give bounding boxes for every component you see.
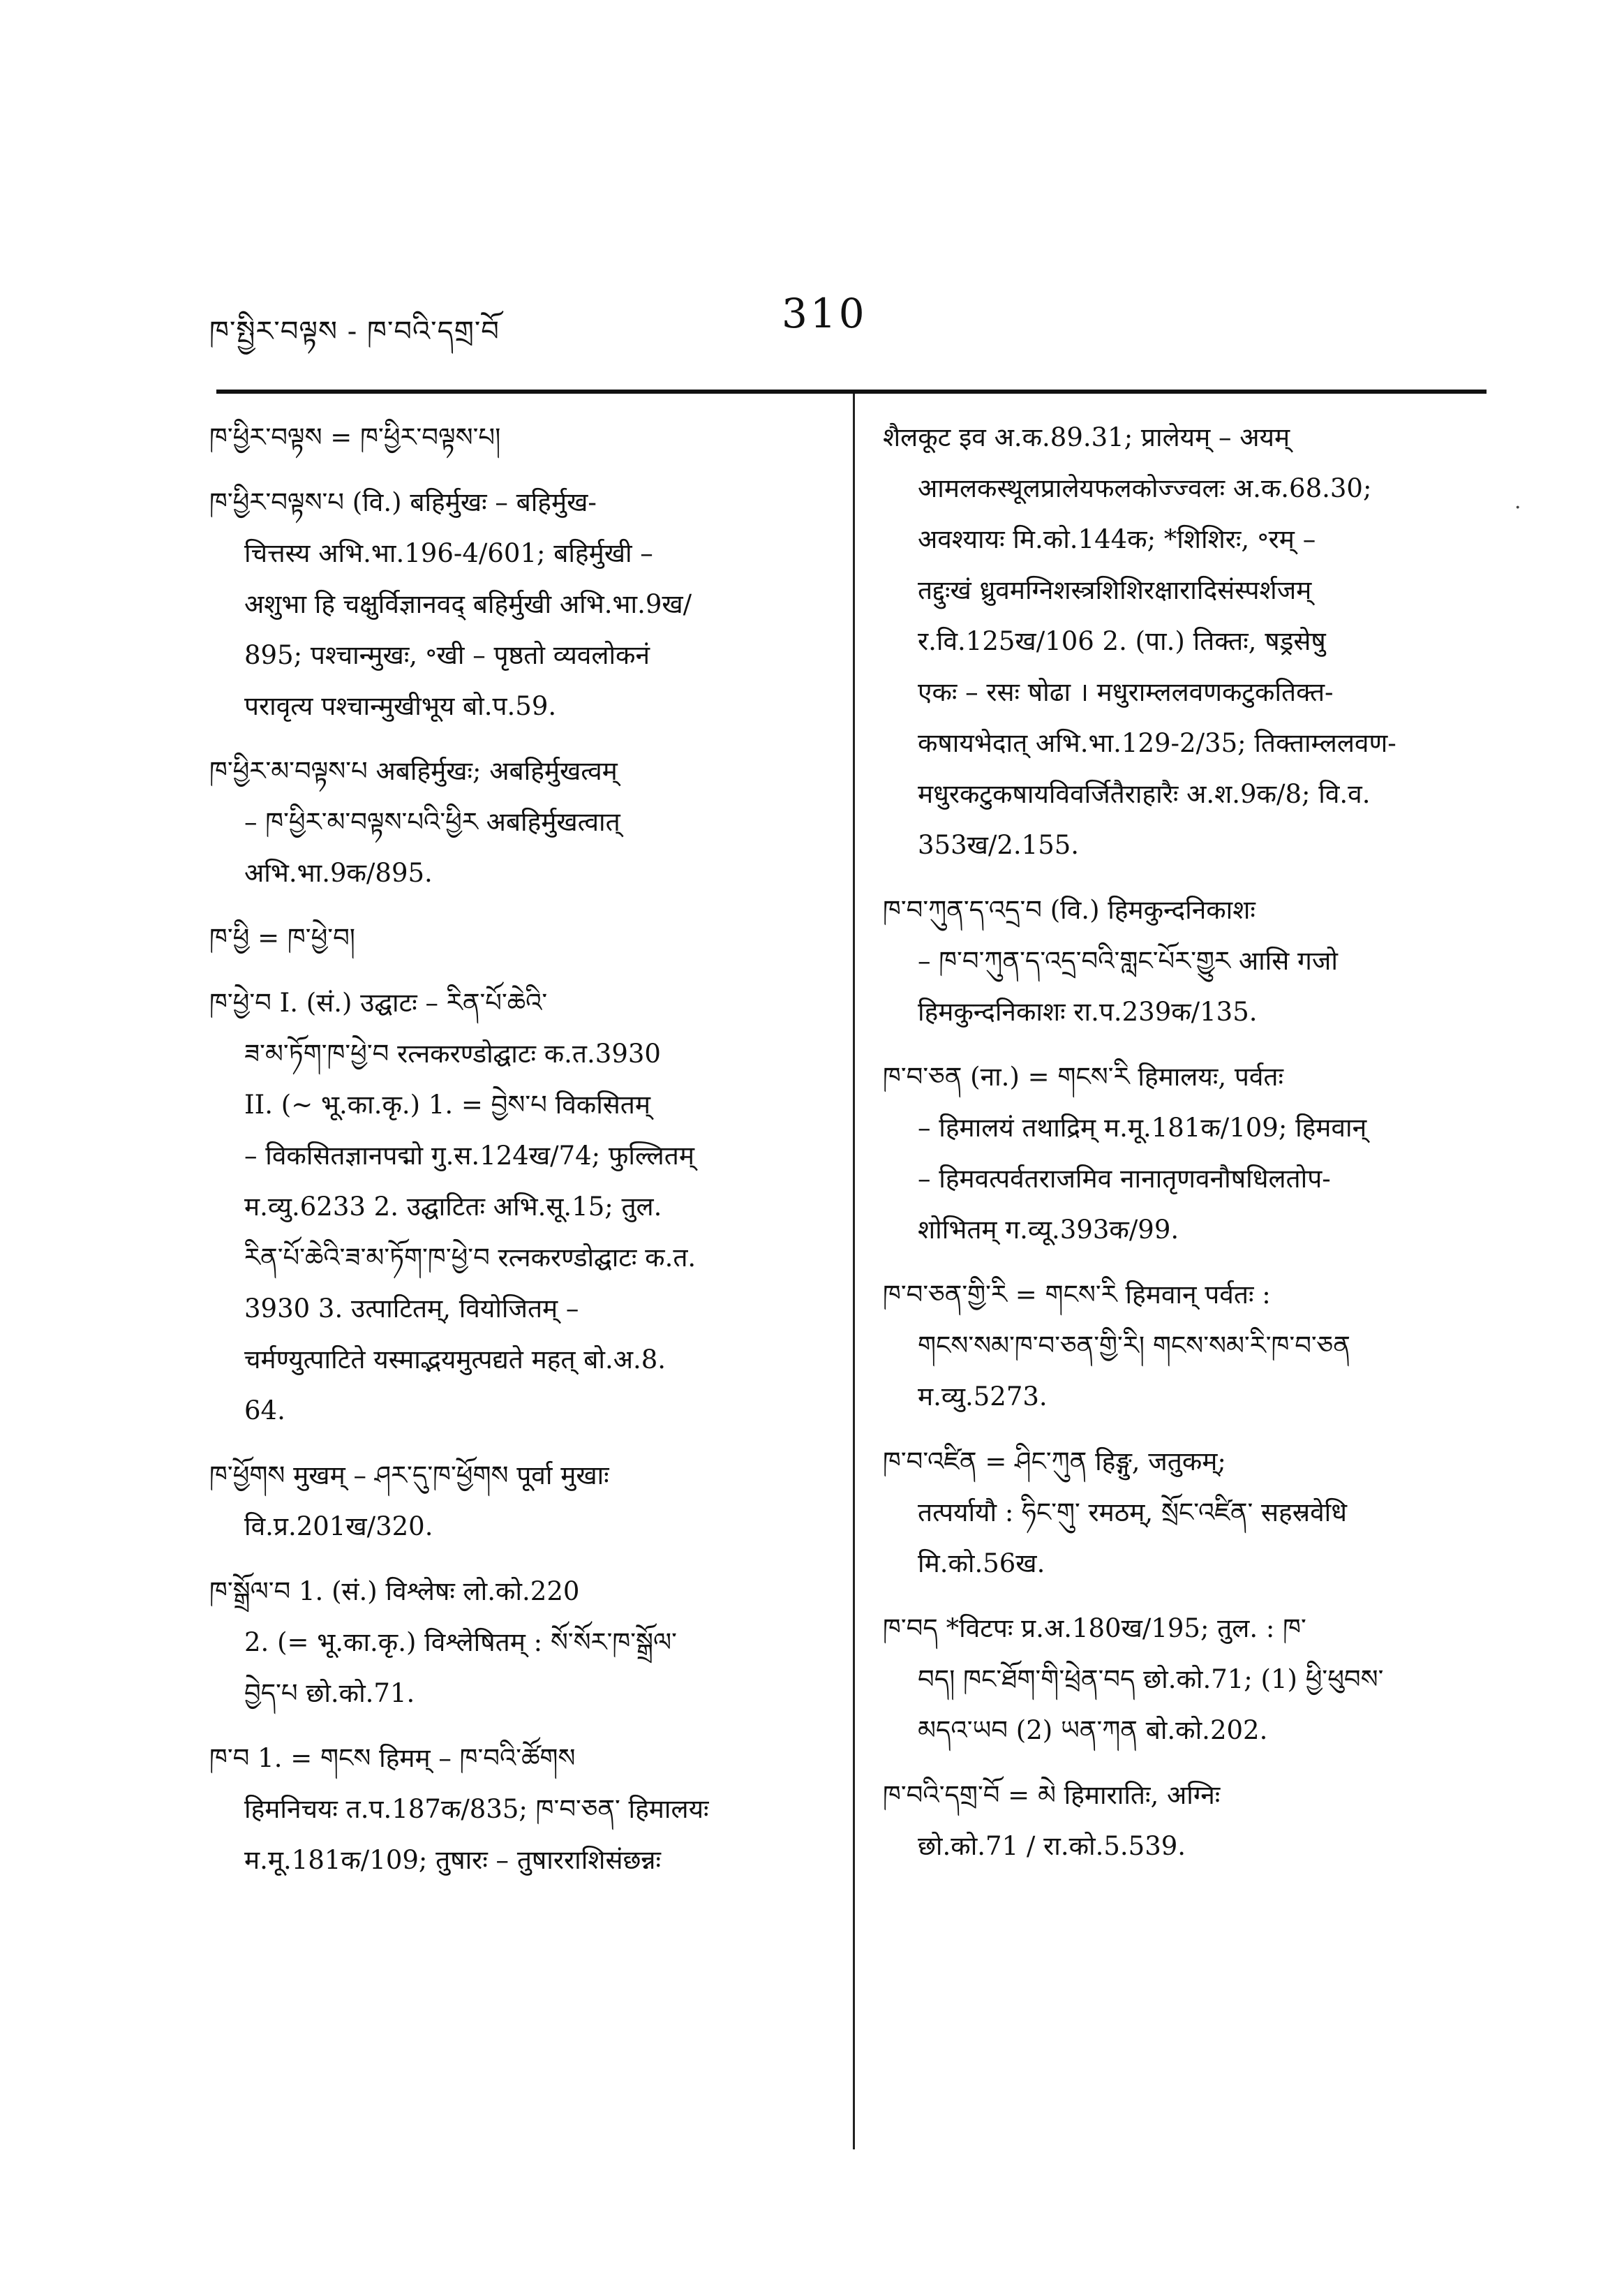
dictionary-entry (209, 477, 830, 732)
entry-line: वि.प्र.201ख/320. (244, 1511, 433, 1541)
entry-line: 2. (= भू.का.कृ.) विश्लेषितम् : སོ་སོར་ཁ་སྒྲོལ་ (244, 1627, 677, 1657)
entry-line: གངས་སམ་ཁ་བ་ཅན་གྱི་རི། གངས་སམ་རི་ཁ་བ་ཅན (918, 1331, 1350, 1361)
dictionary-entry (209, 1566, 830, 1719)
entry-line: र.वि.125ख/106 2. (पा.) तिक्तः, षड्रसेषु (918, 626, 1326, 656)
entry-line: 64. (244, 1395, 285, 1425)
entry-headline: ཁ་ཕྱི = ཁ་ཕྱེ་བ། (209, 923, 355, 953)
entry-line: བད། ཁང་ཐོག་གི་ཕྲེན་བད छो.को.71; (1) ཕྱི་ཕུབས་ (918, 1664, 1384, 1694)
entry-headline: ཁ་བ་ཅན་གྱི་རི = གངས་རི हिमवान् पर्वतः : (883, 1280, 1271, 1310)
entry-line: चित्तस्य अभि.भा.196-4/601; बहिर्मुखी – (244, 538, 653, 568)
dictionary-entry (209, 1733, 830, 1886)
entry-line: II. (~ भू.का.कृ.) 1. = བྱེས་པ विकसितम् (244, 1090, 651, 1120)
entry-line: हिमनिचयः त.प.187क/835; ཁ་བ་ཅན་ हिमालयः (244, 1794, 709, 1824)
entry-line: – हिमालयं तथाद्रिम् म.मू.181क/109; हिमवान् (918, 1113, 1367, 1143)
entry-line: आमलकस्थूलप्रालेयफलकोज्ज्वलः अ.क.68.30; (918, 473, 1372, 503)
entry-line: मि.को.56ख. (918, 1548, 1045, 1578)
entry-line: 3930 3. उत्पाटितम्, वियोजितम् – (244, 1294, 579, 1324)
entry-headline: ཁ་བད *विटपः प्र.अ.180ख/195; तुल. : ཁ་ (883, 1613, 1306, 1643)
entry-line: ཟ་མ་ཏོག་ཁ་ཕྱེ་བ रत्नकरण्डोद्घाटः क.त.3930 (244, 1039, 661, 1069)
entry-line: मधुरकटुकषायविवर्जितैराहारैः अ.श.9क/8; वि.व. (918, 779, 1371, 809)
header-rule (216, 390, 1487, 394)
entry-line: རིན་པོ་ཆེའི་ཟ་མ་ཏོག་ཁ་ཕྱེ་བ रत्नकरण्डोद्घाटः क.त. (244, 1243, 696, 1273)
dictionary-entry (209, 746, 830, 898)
entry-headline: ཁ་བ་ཀུན་ད་འདྲ་བ (वि.) हिमकुन्दनिकाशः (883, 895, 1256, 925)
entry-headline: ཁ་བ་ཅན (ना.) = གངས་རི हिमालयः, पर्वतः (883, 1062, 1283, 1092)
page-header (209, 290, 1466, 353)
entry-headline: ཁ་ཕྱེ་བ I. (सं.) उद्घाटः – རིན་པོ་ཆེའི་ (209, 988, 548, 1018)
entry-line: अशुभा हि चक्षुर्विज्ञानवद् बहिर्मुखी अभि.भा.9ख/ (244, 589, 692, 619)
dictionary-entry (883, 884, 1483, 1037)
entry-headline: ཁ་ཕྱོགས मुखम् – ཤར་དུ་ཁ་ཕྱོགས पूर्वा मुखाः (209, 1460, 609, 1490)
right-column (883, 412, 1483, 1886)
entry-line: कषायभेदात् अभि.भा.129-2/35; तिक्ताम्ललवण- (918, 728, 1396, 758)
entry-line: – हिमवत्पर्वतराजमिव नानातृणवनौषधिलतोप- (918, 1164, 1331, 1194)
entry-line: तद्दुःखं ध्रुवमग्निशस्त्रशिशिरक्षारादिसंस्पर्शजम् (918, 575, 1312, 605)
entry-line: म.व्यु.5273. (918, 1381, 1048, 1412)
entry-line: हिमकुन्दनिकाशः रा.प.239क/135. (918, 997, 1258, 1027)
entry-line: म.मू.181क/109; तुषारः – तुषारराशिसंछन्नः (244, 1845, 661, 1875)
entry-line: परावृत्य पश्चान्मुखीभूय बो.प.59. (244, 691, 557, 721)
entry-line: तत्पर्यायौ : ཧིང་གུ་ रमठम्, སྲོང་འཛིན་ सहस्रवेधि (918, 1497, 1347, 1527)
entry-line: अभि.भा.9क/895. (244, 858, 433, 888)
entry-headline: ཁ་ཕྱིར་མ་བལྟས་པ अबहिर्मुखः; अबहिर्मुखत्वम् (209, 756, 618, 786)
dictionary-entry (209, 977, 830, 1436)
entry-line: – ཁ་ཕྱིར་མ་བལྟས་པའི་ཕྱིར अबहिर्मुखत्वात् (244, 807, 620, 837)
entry-line: མདའ་ཡབ (2) ཡན་ཀན बो.को.202. (918, 1715, 1268, 1745)
entry-line: चर्मण्युत्पाटिते यस्माद्भयमुत्पद्यते महत् बो.अ.8. (244, 1344, 666, 1375)
entry-line: – विकसितज्ञानपद्मो गु.स.124ख/74; फुल्लितम् (244, 1141, 694, 1171)
entry-headline: ཁ་ཕྱིར་བལྟས་པ (वि.) बहिर्मुखः – बहिर्मुख- (209, 487, 597, 517)
entry-headline: ཁ་བ་འཛིན = ཤིང་ཀུན हिङ्गु, जतुकम्; (883, 1446, 1226, 1476)
entry-line: 895; पश्चान्मुखः, ॰खी – पृष्ठतो व्यवलोकनं (244, 640, 650, 670)
entry-headline: ཁ་བ 1. = གངས हिमम् – ཁ་བའི་ཚོགས (209, 1743, 576, 1773)
dictionary-entry (209, 912, 830, 963)
entry-line: བྱེད་པ छो.को.71. (244, 1678, 415, 1708)
entry-headline: ཁ་བའི་དགྲ་བོ = མེ हिमारातिः, अग्निः (883, 1780, 1221, 1810)
entry-line: शोभितम् ग.व्यू.393क/99. (918, 1215, 1179, 1245)
entry-headline: शैलकूट इव अ.क.89.31; प्रालेयम् – अयम् (883, 422, 1290, 452)
dictionary-entry (883, 1603, 1483, 1756)
column-divider (853, 394, 855, 2149)
entry-line: एकः – रसः षोढा । मधुराम्ललवणकटुकतिक्त- (918, 677, 1334, 707)
running-head-range: ཁ་སྤྱིར་བལྟས - ཁ་བའི་དགྲ་བོ (209, 316, 500, 348)
entry-line: म.व्यु.6233 2. उद्घाटितः अभि.सू.15; तुल. (244, 1192, 662, 1222)
dictionary-entry (209, 1450, 830, 1552)
entry-headline: ཁ་སྒྲོལ་བ 1. (सं.) विश्लेषः लो.को.220 (209, 1576, 580, 1606)
dictionary-entry (209, 412, 830, 463)
dictionary-entry (883, 1436, 1483, 1589)
dictionary-entry (883, 1269, 1483, 1422)
dictionary-entry (883, 1051, 1483, 1255)
entry-headline: ཁ་ཕྱིར་བལྟས = ཁ་ཕྱིར་བལྟས་པ། (209, 422, 501, 452)
dictionary-entry (883, 412, 1483, 871)
entry-line: अवश्यायः मि.को.144क; *शिशिरः, ॰रम् – (918, 524, 1316, 554)
page-number: 310 (782, 290, 867, 337)
margin-dot: · (1514, 496, 1521, 520)
entry-line: छो.को.71 / रा.को.5.539. (918, 1831, 1186, 1861)
left-column (209, 412, 830, 1899)
dictionary-entry (883, 1770, 1483, 1872)
entry-line: – ཁ་བ་ཀུན་ད་འདྲ་བའི་གླང་པོར་གྱུར आसि गजो (918, 946, 1338, 976)
entry-line: 353ख/2.155. (918, 830, 1080, 860)
